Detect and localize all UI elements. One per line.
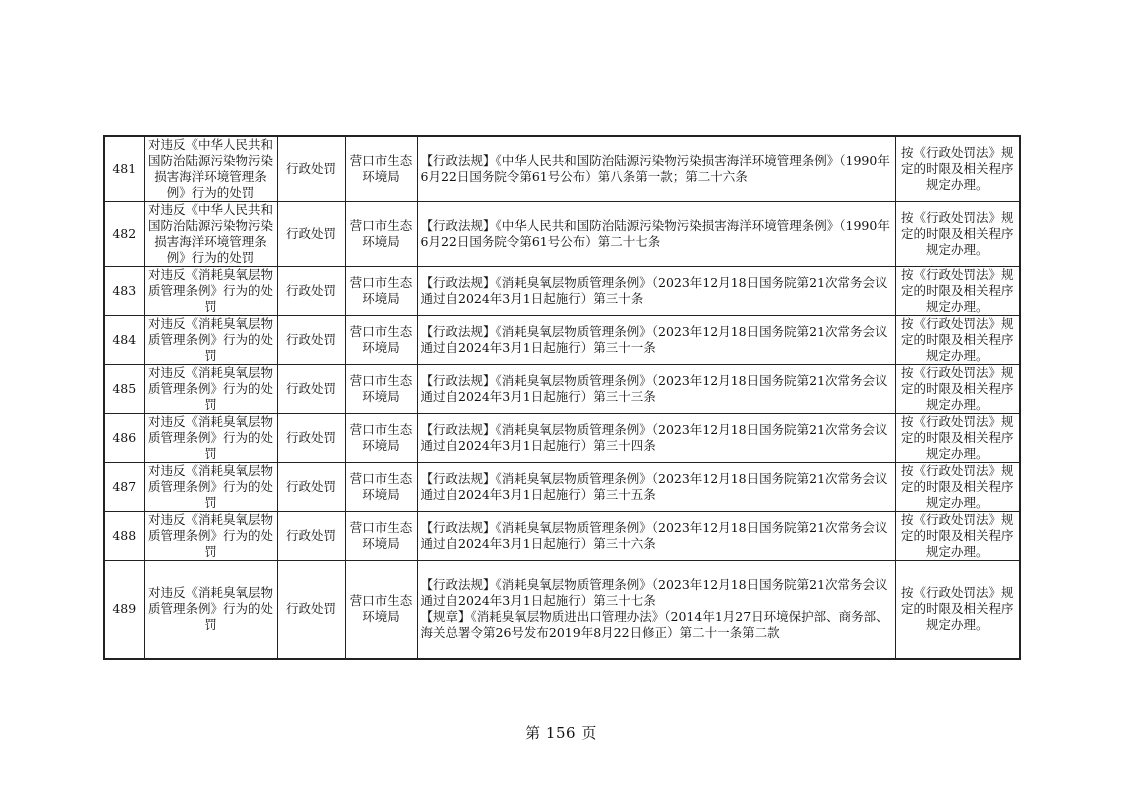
time-limit: 按《行政处罚法》规定的时限及相关程序规定办理。: [895, 414, 1020, 463]
penalty-type: 行政处罚: [277, 463, 345, 512]
penalty-type: 行政处罚: [277, 365, 345, 414]
penalty-type: 行政处罚: [277, 561, 345, 659]
legal-basis: [417, 365, 895, 414]
enforcing-agency: 营口市生态环境局: [345, 561, 417, 659]
penalty-type: 行政处罚: [277, 316, 345, 365]
row-number: 486: [104, 414, 144, 463]
legal-basis-line: 【行政法规】《消耗臭氧层物质管理条例》（2023年12月18日国务院第21次常务会议通过自2024年3月1日起施行）第三十七条: [420, 577, 888, 609]
enforcing-agency: 营口市生态环境局: [345, 316, 417, 365]
row-number: 485: [104, 365, 144, 414]
penalty-table: [103, 135, 1021, 660]
table-row: [104, 202, 1020, 267]
penalty-item: 对违反《中华人民共和国防治陆源污染物污染损害海洋环境管理条例》行为的处罚: [144, 136, 277, 202]
time-limit: 按《行政处罚法》规定的时限及相关程序规定办理。: [895, 463, 1020, 512]
table-row: [104, 512, 1020, 561]
enforcing-agency: 营口市生态环境局: [345, 414, 417, 463]
time-limit: 按《行政处罚法》规定的时限及相关程序规定办理。: [895, 365, 1020, 414]
legal-basis-line: 【行政法规】《消耗臭氧层物质管理条例》（2023年12月18日国务院第21次常务会议通过自2024年3月1日起施行）第三十一条: [420, 324, 888, 355]
legal-basis: [417, 316, 895, 365]
penalty-item: 对违反《消耗臭氧层物质管理条例》行为的处罚: [144, 365, 277, 414]
time-limit: 按《行政处罚法》规定的时限及相关程序规定办理。: [895, 202, 1020, 267]
table-body: [104, 136, 1020, 659]
row-number: 481: [104, 136, 144, 202]
penalty-item: 对违反《中华人民共和国防治陆源污染物污染损害海洋环境管理条例》行为的处罚: [144, 202, 277, 267]
time-limit: 按《行政处罚法》规定的时限及相关程序规定办理。: [895, 316, 1020, 365]
legal-basis: [417, 136, 895, 202]
table-row: [104, 365, 1020, 414]
row-number: 484: [104, 316, 144, 365]
penalty-type: 行政处罚: [277, 202, 345, 267]
legal-basis: [417, 414, 895, 463]
legal-basis: [417, 561, 895, 659]
table-row: [104, 561, 1020, 659]
penalty-type: 行政处罚: [277, 136, 345, 202]
row-number: 488: [104, 512, 144, 561]
table-row: [104, 267, 1020, 316]
penalty-item: 对违反《消耗臭氧层物质管理条例》行为的处罚: [144, 414, 277, 463]
enforcing-agency: 营口市生态环境局: [345, 136, 417, 202]
penalty-item: 对违反《消耗臭氧层物质管理条例》行为的处罚: [144, 561, 277, 659]
document-page: [103, 135, 1019, 660]
penalty-type: 行政处罚: [277, 414, 345, 463]
legal-basis-line: 【行政法规】《中华人民共和国防治陆源污染物污染损害海洋环境管理条例》（1990年6月22日国务院令第61号公布）第二十七条: [420, 218, 890, 249]
legal-basis-line: 【行政法规】《消耗臭氧层物质管理条例》（2023年12月18日国务院第21次常务会议通过自2024年3月1日起施行）第三十五条: [420, 471, 888, 502]
legal-basis-line: 【行政法规】《消耗臭氧层物质管理条例》（2023年12月18日国务院第21次常务会议通过自2024年3月1日起施行）第三十四条: [420, 422, 888, 453]
time-limit: 按《行政处罚法》规定的时限及相关程序规定办理。: [895, 512, 1020, 561]
row-number: 483: [104, 267, 144, 316]
table-row: [104, 316, 1020, 365]
penalty-type: 行政处罚: [277, 512, 345, 561]
penalty-item: 对违反《消耗臭氧层物质管理条例》行为的处罚: [144, 463, 277, 512]
penalty-type: 行政处罚: [277, 267, 345, 316]
legal-basis-line: 【行政法规】《中华人民共和国防治陆源污染物污染损害海洋环境管理条例》（1990年6月22日国务院令第61号公布）第八条第一款；第二十六条: [420, 153, 890, 184]
enforcing-agency: 营口市生态环境局: [345, 202, 417, 267]
enforcing-agency: 营口市生态环境局: [345, 463, 417, 512]
penalty-item: 对违反《消耗臭氧层物质管理条例》行为的处罚: [144, 316, 277, 365]
penalty-item: 对违反《消耗臭氧层物质管理条例》行为的处罚: [144, 512, 277, 561]
legal-basis: [417, 463, 895, 512]
legal-basis: [417, 512, 895, 561]
table-row: [104, 414, 1020, 463]
enforcing-agency: 营口市生态环境局: [345, 267, 417, 316]
row-number: 489: [104, 561, 144, 659]
legal-basis-line: 【行政法规】《消耗臭氧层物质管理条例》（2023年12月18日国务院第21次常务会议通过自2024年3月1日起施行）第三十三条: [420, 373, 888, 404]
row-number: 482: [104, 202, 144, 267]
enforcing-agency: 营口市生态环境局: [345, 512, 417, 561]
page-number: 第 156 页: [525, 724, 597, 742]
enforcing-agency: 营口市生态环境局: [345, 365, 417, 414]
time-limit: 按《行政处罚法》规定的时限及相关程序规定办理。: [895, 136, 1020, 202]
time-limit: 按《行政处罚法》规定的时限及相关程序规定办理。: [895, 267, 1020, 316]
row-number: 487: [104, 463, 144, 512]
legal-basis-line: 【规章】《消耗臭氧层物质进出口管理办法》（2014年1月27日环境保护部、商务部、海关总署令第26号发布2019年8月22日修正）第二十一条第二款: [420, 609, 889, 641]
legal-basis-line: 【行政法规】《消耗臭氧层物质管理条例》（2023年12月18日国务院第21次常务会议通过自2024年3月1日起施行）第三十条: [420, 275, 888, 306]
legal-basis: [417, 202, 895, 267]
table-row: [104, 136, 1020, 202]
legal-basis: [417, 267, 895, 316]
time-limit: 按《行政处罚法》规定的时限及相关程序规定办理。: [895, 561, 1020, 659]
table-row: [104, 463, 1020, 512]
penalty-item: 对违反《消耗臭氧层物质管理条例》行为的处罚: [144, 267, 277, 316]
legal-basis-line: 【行政法规】《消耗臭氧层物质管理条例》（2023年12月18日国务院第21次常务会议通过自2024年3月1日起施行）第三十六条: [420, 520, 888, 551]
